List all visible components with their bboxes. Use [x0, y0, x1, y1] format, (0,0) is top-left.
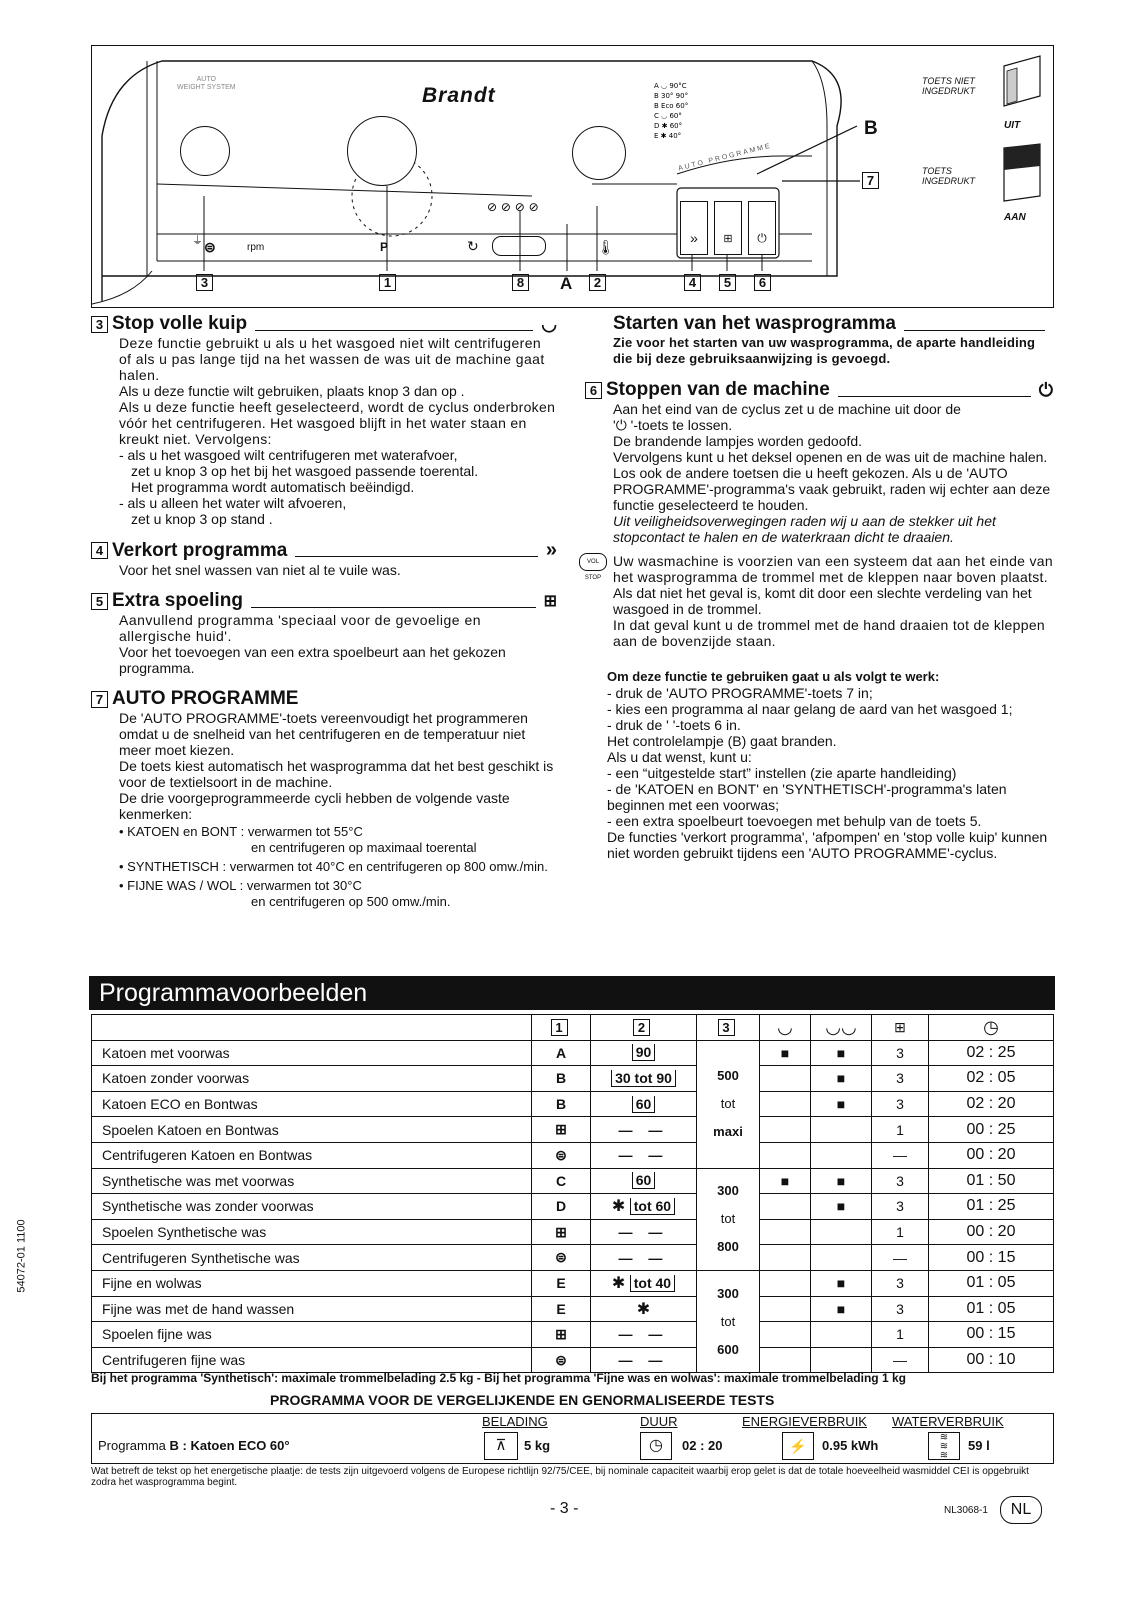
s6-p2: De brandende lampjes worden gedoofd.	[613, 433, 863, 449]
rinse-count: 1	[872, 1117, 929, 1143]
table-row	[92, 1322, 1054, 1348]
knob1-setting: B	[532, 1091, 591, 1117]
knob2-setting: 90	[591, 1040, 697, 1066]
prewash-mark	[760, 1194, 811, 1220]
table-row	[92, 1091, 1054, 1117]
rinse-count: 3	[872, 1296, 929, 1322]
duration: 00 : 15	[929, 1245, 1054, 1271]
rinse-count: 3	[872, 1194, 929, 1220]
s3-b2b: zet u knop 3 op stand .	[131, 511, 273, 527]
table-heading-bar: Programmavoorbeelden	[89, 976, 1055, 1010]
s7-p1: De 'AUTO PROGRAMME'-toets vereenvoudigt het programmeren omdat u de snelheid van het centrifugeren en de temperatuur niet meer moet kiezen.	[119, 710, 528, 758]
ref-h-duur: DUUR	[640, 1414, 678, 1429]
wash-mark: ■	[811, 1296, 872, 1322]
table-row	[92, 1245, 1054, 1271]
program-name: Katoen zonder voorwas	[92, 1066, 532, 1092]
ref-title: PROGRAMMA VOOR DE VERGELIJKENDE EN GENORMALISEERDE TESTS	[270, 1392, 775, 1408]
rpm-label: rpm	[247, 242, 265, 253]
spin-icon: ⊜	[532, 1245, 591, 1271]
s3-b2a: - als u alleen het water wilt afvoeren,	[119, 495, 347, 511]
knob1-setting: B	[532, 1066, 591, 1092]
wash-mark: ■	[811, 1194, 872, 1220]
rinse-icon: ⊞	[532, 1322, 591, 1348]
brand-logo: Brandt	[422, 84, 496, 107]
s7-k2: • SYNTHETISCH : verwarmen tot 40°C en centrifugeren op 800 omw./min.	[119, 859, 548, 874]
duration: 01 : 50	[929, 1168, 1054, 1194]
toets-label: TOETS INGEDRUKT	[922, 166, 976, 186]
s3-p3: Als u deze functie heeft geselecteerd, wordt de cyclus onderbroken vóór het centrifugeren. Het wasgoed blijft in het water staan en kreukt niet. Vervolgens:	[119, 399, 556, 447]
wash-mark: ■	[811, 1270, 872, 1296]
wash-mark	[811, 1322, 872, 1348]
prewash-mark	[760, 1091, 811, 1117]
info-p3: In dat geval kunt u de trommel met de hand draaien tot de kleppen aan de bovenzijde staan.	[613, 617, 1045, 649]
footer-note: Wat betreft de tekst op het energetische plaatje: de tests zijn uitgevoerd volgens de Europese richtlijn 92/75/CEE, bij nominale capaciteit waarbij erop gelet is dat de totale hoeveelheid wasmiddel CEI is opgebruikt zodra het wasprogramma begint.	[91, 1466, 1029, 1488]
wash-mark: ■	[811, 1091, 872, 1117]
ref-kwh: 0.95 kWh	[822, 1438, 879, 1453]
energy-icon: ⚡	[782, 1432, 814, 1460]
howto-block	[607, 669, 1053, 861]
rinse-count: —	[872, 1347, 929, 1373]
wash-mark: ■	[811, 1040, 872, 1066]
s3-b1b: zet u knop 3 op het bij het wasgoed passende toerental.	[131, 463, 479, 479]
s7-p3: De drie voorgeprogrammeerde cycli hebben de volgende vaste kenmerken:	[119, 790, 510, 822]
howto-l3: - druk de ' '-toets 6 in.	[607, 717, 741, 733]
doc-code: NL3068-1	[944, 1505, 988, 1516]
prewash-mark: ■	[760, 1040, 811, 1066]
ref-kg: 5 kg	[524, 1438, 551, 1453]
knob2-setting: — —	[591, 1245, 697, 1271]
callout-5: 5	[719, 274, 736, 291]
s7-k1b: en centrifugeren op maximaal toerental	[251, 840, 477, 855]
rinse-count: —	[872, 1142, 929, 1168]
knob1-setting: C	[532, 1168, 591, 1194]
program-name: Centrifugeren fijne was	[92, 1347, 532, 1373]
callout-a: A	[560, 274, 573, 293]
howto-l6: - een “uitgestelde start” instellen (zie aparte handleiding)	[607, 765, 957, 781]
callout-2: 2	[589, 274, 606, 291]
temperature-icon: 🌡	[597, 239, 615, 255]
howto-l8: - een extra spoelbeurt toevoegen met behulp van de toets 5.	[607, 813, 982, 829]
wash-mark	[811, 1117, 872, 1143]
program-table	[91, 1014, 1054, 1373]
toets-niet-label: TOETS NIET INGEDRUKT	[922, 76, 976, 96]
section-verkort-header: 4 Verkort programma »	[91, 539, 557, 562]
right-column	[585, 313, 1053, 861]
rinse-count: 3	[872, 1066, 929, 1092]
s6-p1: Aan het eind van de cyclus zet u de machine uit door de	[613, 401, 961, 417]
howto-l4: Het controlelampje (B) gaat branden.	[607, 733, 837, 749]
wash-mark	[811, 1245, 872, 1271]
knob2-setting: — —	[591, 1347, 697, 1373]
col-header-3: 3	[718, 1019, 735, 1036]
program-name: Katoen met voorwas	[92, 1040, 532, 1066]
svg-text:B 30° 90°: B 30° 90°	[654, 92, 689, 100]
s3-b1a: - als u het wasgoed wilt centrifugeren met waterafvoer,	[119, 447, 458, 463]
power-icon-inline: ⏻	[615, 417, 627, 433]
section-auto-programme-header: 7 AUTO PROGRAMME	[91, 688, 557, 710]
prewash-mark	[760, 1142, 811, 1168]
ref-box	[91, 1413, 1054, 1464]
left-column	[91, 313, 557, 910]
prewash-icon: ◡	[760, 1015, 811, 1041]
fast-forward-icon: »	[545, 539, 557, 561]
s3-p2: Als u deze functie wilt gebruiken, plaats knop 3 dan op .	[119, 383, 465, 399]
knob2-setting: ✱ tot 60	[591, 1194, 697, 1220]
prewash-mark	[760, 1296, 811, 1322]
howto-l1: - druk de 'AUTO PROGRAMME'-toets 7 in;	[607, 685, 873, 701]
uit-label: UIT	[1004, 120, 1021, 131]
knob-3[interactable]	[180, 126, 230, 176]
s5-p2: Voor het toevoegen van een extra spoelbeurt aan het gekozen programma.	[119, 644, 506, 676]
program-name: Katoen ECO en Bontwas	[92, 1091, 532, 1117]
duration: 00 : 20	[929, 1219, 1054, 1245]
ref-h-belading: BELADING	[482, 1414, 548, 1429]
program-name: Fijne was met de hand wassen	[92, 1296, 532, 1322]
table-header-row	[92, 1015, 1054, 1041]
svg-text:C ◡ 60°: C ◡ 60°	[654, 112, 682, 120]
s7-p2: De toets kiest automatisch het wasprogramma dat het best geschikt is voor de textielsoort in de machine.	[119, 758, 554, 790]
knob2-setting: ✱ tot 40	[591, 1270, 697, 1296]
program-name: Spoelen Katoen en Bontwas	[92, 1117, 532, 1143]
program-name: Spoelen fijne was	[92, 1322, 532, 1348]
svg-text:D ✱ 60°: D ✱ 60°	[654, 122, 683, 130]
knob2-setting: 60	[591, 1168, 697, 1194]
program-name: Fijne en wolwas	[92, 1270, 532, 1296]
spin-icon: ⊜	[532, 1347, 591, 1373]
duration: 02 : 25	[929, 1040, 1054, 1066]
vol-stop-icon: VOL STOP	[579, 553, 607, 571]
rinse-icon: ⊞	[872, 1015, 929, 1041]
callout-6: 6	[754, 274, 771, 291]
auto-programme-arc-label: AUTO PROGRAMME	[677, 142, 773, 173]
duration: 00 : 20	[929, 1142, 1054, 1168]
wash-mark	[811, 1142, 872, 1168]
howto-l5: Als u dat wenst, kunt u:	[607, 749, 752, 765]
svg-text:A ◡ 90°C: A ◡ 90°C	[654, 82, 687, 90]
prewash-mark	[760, 1347, 811, 1373]
s4-p1: Voor het snel wassen van niet al te vuile was.	[119, 562, 401, 578]
program-name: Centrifugeren Synthetische was	[92, 1245, 532, 1271]
duration: 02 : 05	[929, 1066, 1054, 1092]
rinse-count: 3	[872, 1168, 929, 1194]
knob1-setting: E	[532, 1270, 591, 1296]
duration-icon: ◷	[640, 1432, 672, 1460]
prewash-mark	[760, 1066, 811, 1092]
rinse-count: 3	[872, 1270, 929, 1296]
s6-p4: Uit veiligheidsoverwegingen raden wij u aan de stekker uit het stopcontact te halen en de waterkraan dicht te draaien.	[613, 513, 996, 545]
power-icon: ⏻	[1038, 379, 1053, 400]
prewash-mark	[760, 1322, 811, 1348]
rinse-count: 3	[872, 1040, 929, 1066]
table-row	[92, 1194, 1054, 1220]
section-starten-header: Starten van het wasprogramma	[613, 313, 1053, 335]
display-window	[492, 236, 546, 256]
knob2-setting: — —	[591, 1142, 697, 1168]
ref-time: 02 : 20	[682, 1438, 723, 1453]
cold-icon: ✱	[611, 1275, 630, 1293]
clock-icon: ◷	[929, 1015, 1054, 1041]
wash-icon: ◡◡	[811, 1015, 872, 1041]
rinse-icon: ⊞	[532, 1219, 591, 1245]
duration: 00 : 10	[929, 1347, 1054, 1373]
control-panel-illustration	[91, 45, 1054, 308]
howto-l7: - de 'KATOEN en BONT' en 'SYNTHETISCH'-programma's laten beginnen met een voorwas;	[607, 781, 1007, 813]
s6-p3: Vervolgens kunt u het deksel openen en de was uit de machine halen. Los ook de andere toetsen die u heeft gekozen. Als u de 'AUTO PROGRAMME'-programma's vaak gebruikt, raden wij echter aan deze functie geselecteerd te houden.	[613, 449, 1051, 513]
duration: 02 : 20	[929, 1091, 1054, 1117]
howto-l2: - kies een programma al naar gelang de aard van het wasgoed 1;	[607, 701, 1013, 717]
prewash-mark	[760, 1219, 811, 1245]
howto-title: Om deze functie te gebruiken gaat u als volgt te werk:	[607, 669, 940, 684]
section-stoppen-header: 6 Stoppen van de machine ⏻	[585, 379, 1053, 401]
col-header-2: 2	[633, 1019, 650, 1036]
water-icon: ≋ ≋ ≋	[928, 1432, 960, 1460]
duration: 01 : 25	[929, 1194, 1054, 1220]
knob2-setting: 30 tot 90	[591, 1066, 697, 1092]
callout-1: 1	[379, 274, 396, 291]
table-row	[92, 1142, 1054, 1168]
section-title: Stop volle kuip	[112, 313, 248, 334]
ref-h-water: WATERVERBRUIK	[892, 1414, 1004, 1429]
extra-rinse-icon: ⊞	[543, 593, 557, 610]
s3-b1c: Het programma wordt automatisch beëindigd.	[131, 479, 415, 495]
delay-icon: ↻	[467, 238, 479, 254]
spin-speed: 300 tot 800	[697, 1168, 760, 1270]
rinse-count: 1	[872, 1322, 929, 1348]
svg-text:⊘ ⊘ ⊘ ⊘: ⊘ ⊘ ⊘ ⊘	[487, 200, 539, 214]
table-row	[92, 1066, 1054, 1092]
cold-icon: ✱	[611, 1198, 630, 1216]
info-block	[585, 553, 1053, 649]
table-row	[92, 1040, 1054, 1066]
wash-mark: ■	[811, 1168, 872, 1194]
knob1-setting: E	[532, 1296, 591, 1322]
s7-k3b: en centrifugeren op 500 omw./min.	[251, 894, 451, 909]
spin-speed: 300 tot 600	[697, 1270, 760, 1372]
svg-text:B Eco 60°: B Eco 60°	[654, 102, 689, 110]
s6-p1b-line: '⏻ '-toets te lossen.	[613, 417, 733, 433]
language-badge: NL	[1000, 1496, 1042, 1524]
rinse-icon: ⊞	[532, 1117, 591, 1143]
duration: 00 : 25	[929, 1117, 1054, 1143]
wash-mark: ■	[811, 1066, 872, 1092]
knob2-setting: — —	[591, 1322, 697, 1348]
knob1-setting: D	[532, 1194, 591, 1220]
prewash-mark	[760, 1270, 811, 1296]
load-icon: ⊼	[484, 1432, 518, 1460]
col-header-1: 1	[551, 1019, 568, 1036]
knob-2[interactable]	[572, 126, 626, 180]
prewash-mark	[760, 1117, 811, 1143]
start-p1: Zie voor het starten van uw wasprogramma, de aparte handleiding die bij deze gebruiksaanwijzing is gevoegd.	[613, 335, 1036, 366]
p-label: P	[380, 240, 389, 254]
ref-programme: Programma B : Katoen ECO 60°	[98, 1438, 290, 1453]
program-name: Synthetische was zonder voorwas	[92, 1194, 532, 1220]
knob2-setting	[591, 1296, 697, 1322]
cold-icon: ✱	[636, 1300, 651, 1318]
auto-weight-label: AUTO WEIGHT SYSTEM	[177, 76, 236, 91]
callout-3: 3	[196, 274, 213, 291]
callout-b: B	[864, 118, 878, 139]
button-on-off[interactable]: ⏻	[748, 201, 776, 255]
duration: 01 : 05	[929, 1270, 1054, 1296]
knob-1[interactable]	[347, 116, 417, 186]
table-row	[92, 1219, 1054, 1245]
spin-icon: ⊜	[204, 239, 216, 255]
program-name: Synthetische was met voorwas	[92, 1168, 532, 1194]
spin-speed: 500 tot maxi	[697, 1040, 760, 1168]
callout-7: 7	[862, 172, 879, 189]
table-row	[92, 1270, 1054, 1296]
svg-text:E ✱ 40°: E ✱ 40°	[654, 132, 682, 140]
stop-tub-icon: ◡	[541, 313, 557, 334]
knob2-setting: 60	[591, 1091, 697, 1117]
program-name: Spoelen Synthetische was	[92, 1219, 532, 1245]
section-stop-volle-kuip-header: 3 Stop volle kuip ◡	[91, 313, 557, 335]
svg-text:⏚: ⏚	[192, 234, 203, 247]
info-p1: Uw wasmachine is voorzien van een systeem dat aan het einde van het wasprogramma de trommel met de kleppen naar boven plaatst.	[613, 553, 1053, 585]
side-code: 54072-01 1100	[15, 1219, 28, 1293]
section-extra-spoeling-header: 5 Extra spoeling ⊞	[91, 590, 557, 612]
table-row	[92, 1347, 1054, 1373]
knob2-setting: — —	[591, 1219, 697, 1245]
rinse-count: 3	[872, 1091, 929, 1117]
wash-mark	[811, 1219, 872, 1245]
button-extra-spoeling[interactable]: ⊞	[714, 201, 742, 255]
page-number: - 3 -	[550, 1500, 579, 1517]
prewash-mark: ■	[760, 1168, 811, 1194]
ref-l: 59 l	[968, 1438, 990, 1453]
s7-k1a: • KATOEN en BONT : verwarmen tot 55°C	[119, 824, 363, 839]
s3-p1: Deze functie gebruikt u als u het wasgoed niet wilt centrifugeren of als u pas lange tijd na het wassen de was uit de machine gaat halen.	[119, 335, 545, 383]
knob2-setting: — —	[591, 1117, 697, 1143]
callout-8: 8	[512, 274, 529, 291]
rinse-count: —	[872, 1245, 929, 1271]
duration: 00 : 15	[929, 1322, 1054, 1348]
button-verkort[interactable]: »	[680, 201, 708, 255]
info-p2: Als dat niet het geval is, komt dit door een slechte verdeling van het wasgoed in de trommel.	[613, 585, 1032, 617]
table-row	[92, 1296, 1054, 1322]
rinse-count: 1	[872, 1219, 929, 1245]
s7-k3a: • FIJNE WAS / WOL : verwarmen tot 30°C	[119, 878, 362, 893]
s5-p1: Aanvullend programma 'speciaal voor de gevoelige en allergische huid'.	[119, 612, 482, 644]
spin-icon: ⊜	[532, 1142, 591, 1168]
callout-4: 4	[684, 274, 701, 291]
prewash-mark	[760, 1245, 811, 1271]
table-row	[92, 1168, 1054, 1194]
aan-label: AAN	[1004, 212, 1026, 223]
howto-l9: De functies 'verkort programma', 'afpompen' en 'stop volle kuip' kunnen niet worden gebruikt tijdens een 'AUTO PROGRAMME'-cyclus.	[607, 829, 1048, 861]
program-name: Centrifugeren Katoen en Bontwas	[92, 1142, 532, 1168]
table-row	[92, 1117, 1054, 1143]
ref-h-energie: ENERGIEVERBRUIK	[742, 1414, 867, 1429]
knob1-setting: A	[532, 1040, 591, 1066]
table-note: Bij het programma 'Synthetisch': maximale trommelbelading 2.5 kg - Bij het programma 'Fijne was en wolwas': maximale trommelbelading 1 kg	[91, 1371, 906, 1385]
duration: 01 : 05	[929, 1296, 1054, 1322]
panel-drawing	[92, 46, 1055, 309]
wash-mark	[811, 1347, 872, 1373]
